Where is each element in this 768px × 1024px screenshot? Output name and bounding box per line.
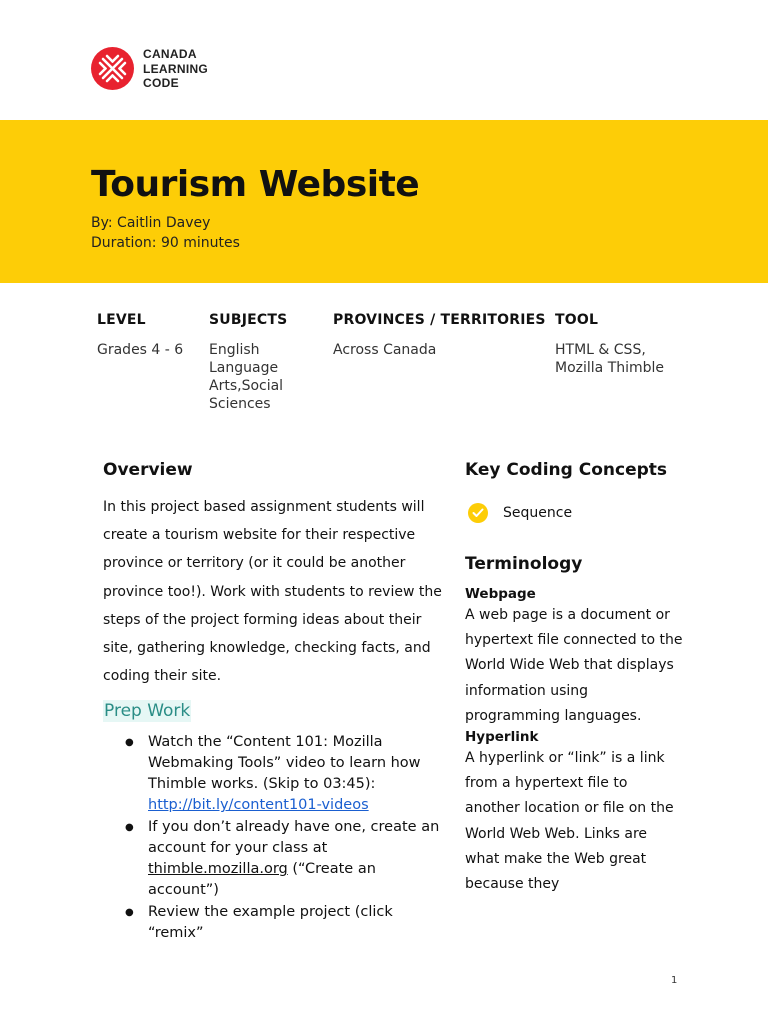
logo-text bbox=[143, 47, 208, 91]
content101-link[interactable]: http://bit.ly/content101-videos bbox=[148, 797, 369, 814]
logo-line: LEARNING bbox=[143, 61, 209, 76]
list-item bbox=[148, 732, 448, 816]
author: By: Caitlin Davey bbox=[91, 215, 211, 231]
concept-item bbox=[465, 503, 685, 523]
overview-text: In this project based assignment students will create a tourism website for their respective province or territory (or it could be another province too!). Work with students to review the steps of the project forming ideas about their site, gathering knowledge, checking facts, and coding their site. bbox=[103, 499, 442, 685]
logo-icon bbox=[91, 47, 134, 90]
check-icon bbox=[468, 503, 488, 523]
subjects-line: Arts,Social bbox=[209, 378, 284, 394]
tool-line: Mozilla Thimble bbox=[555, 360, 665, 376]
logo bbox=[91, 47, 208, 91]
prep-item-text: Review the example project (click “remix” bbox=[148, 904, 393, 942]
logo-line: CODE bbox=[143, 76, 179, 90]
term-definition: A hyperlink or “link” is a link from a hypertext file to another location or file on the World Web Web. Links are what make the Web great because they bbox=[465, 750, 674, 893]
concept-label: Sequence bbox=[503, 505, 573, 521]
logo-line: CANADA bbox=[143, 47, 197, 61]
duration: Duration: 90 minutes bbox=[91, 235, 240, 251]
subjects-value bbox=[209, 341, 287, 413]
level-heading: LEVEL bbox=[97, 312, 146, 328]
prep-item-suffix: (“Create an account”) bbox=[148, 861, 376, 899]
term-word: Webpage bbox=[465, 586, 536, 602]
level-column bbox=[97, 312, 183, 359]
list-item bbox=[148, 817, 448, 901]
thimble-link[interactable]: thimble.mozilla.org bbox=[148, 861, 288, 878]
provinces-value: Across Canada bbox=[333, 342, 437, 358]
prep-work-heading: Prep Work bbox=[104, 701, 191, 722]
tool-line: HTML & CSS, bbox=[555, 342, 646, 358]
terminology-heading: Terminology bbox=[465, 554, 583, 574]
list-item bbox=[148, 902, 448, 944]
right-column bbox=[465, 460, 685, 897]
subjects-line: Language bbox=[209, 360, 279, 376]
page-title: Tourism Website bbox=[91, 164, 420, 205]
level-value: Grades 4 - 6 bbox=[97, 342, 184, 358]
provinces-heading: PROVINCES / TERRITORIES bbox=[333, 312, 546, 328]
tool-heading: TOOL bbox=[555, 312, 599, 328]
subjects-heading: SUBJECTS bbox=[209, 312, 288, 328]
tool-value bbox=[555, 341, 664, 377]
overview-heading: Overview bbox=[103, 460, 193, 480]
key-concepts-heading: Key Coding Concepts bbox=[465, 460, 668, 480]
term-word: Hyperlink bbox=[465, 729, 539, 746]
term-item bbox=[465, 586, 685, 729]
page-number: 1 bbox=[671, 975, 678, 986]
tool-column bbox=[555, 312, 664, 377]
subjects-line: English bbox=[209, 342, 260, 358]
prep-item-text: Watch the “Content 101: Mozilla Webmaking Tools” video to learn how Thimble works. (Skip to 03:45): bbox=[148, 734, 421, 793]
term-item bbox=[465, 729, 685, 897]
subjects-line: Sciences bbox=[209, 396, 271, 412]
prep-item-text: If you don’t already have one, create an account for your class at bbox=[148, 819, 440, 857]
subjects-column bbox=[209, 312, 287, 413]
prep-list bbox=[103, 732, 448, 944]
provinces-column bbox=[333, 312, 546, 359]
left-column bbox=[103, 460, 448, 945]
term-definition: A web page is a document or hypertext file connected to the World Wide Web that displays information using programming languages. bbox=[465, 607, 683, 724]
title-banner bbox=[0, 120, 768, 283]
